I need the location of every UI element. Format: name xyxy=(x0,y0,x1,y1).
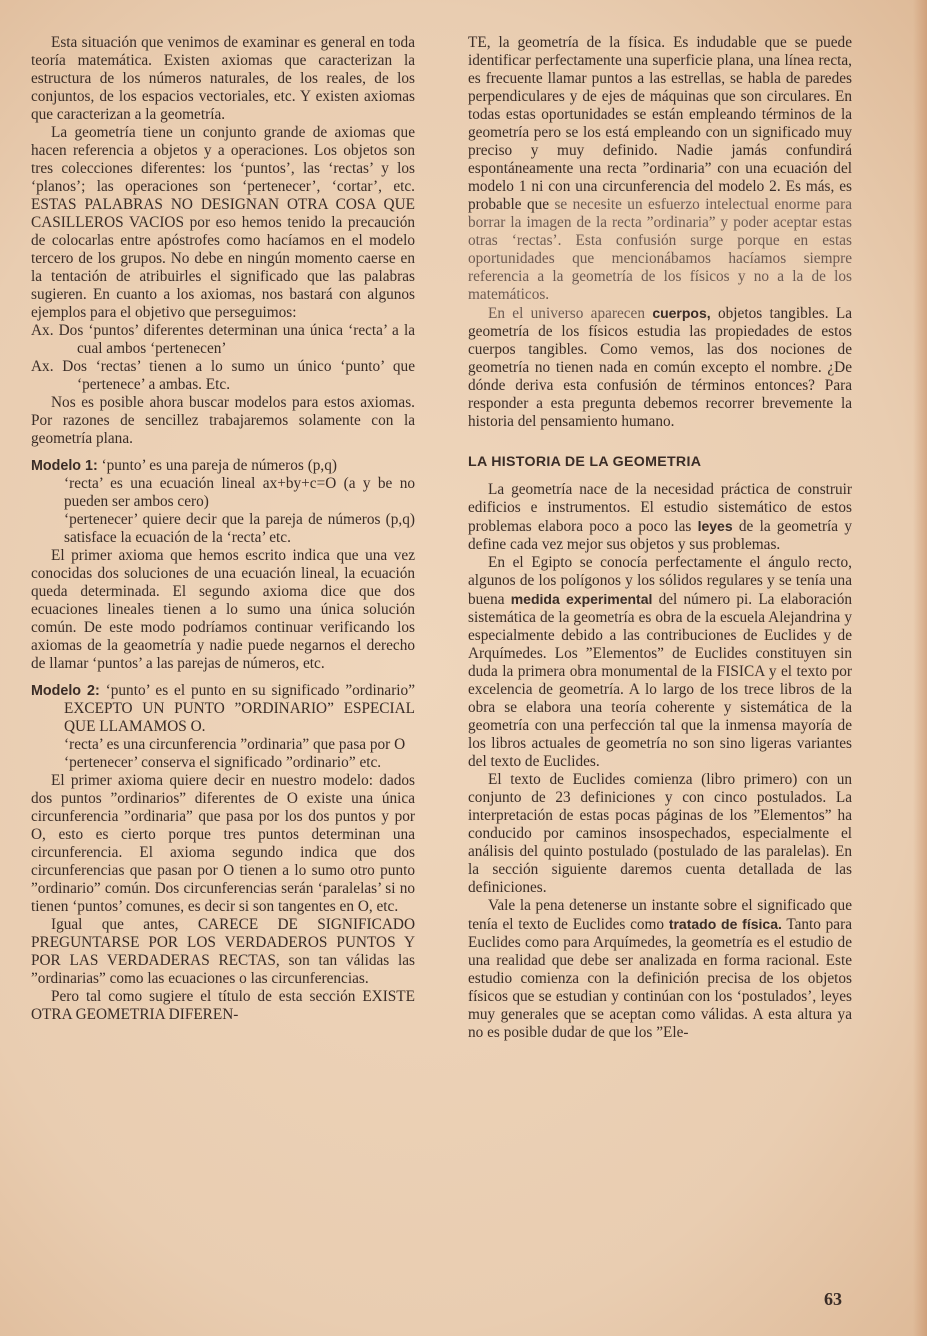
paragraph-text: La geometría nace de la necesidad práctica de construir edificios e instrumentos. El estudio sistemático de estos problemas elabora poco a poco las xyxy=(468,481,852,535)
bold-term: medida experimental xyxy=(510,591,653,607)
model-1-point: ‘punto’ es una pareja de números (p,q) xyxy=(97,457,338,474)
right-column xyxy=(468,34,852,1042)
paragraph: Esta situación que venimos de examinar es general en toda teoría matemática. Existen axiomas que caracterizan la estructura de los números naturales, de los reales, de los conjuntos, de los espacios vectoriales, etc. Y existen axiomas que caracterizan a la geometría. xyxy=(31,34,415,123)
paragraph: Pero tal como sugiere el título de esta sección EXISTE OTRA GEOMETRIA DIFEREN- xyxy=(31,988,415,1023)
paragraph: Igual que antes, CARECE DE SIGNIFICADO PREGUNTARSE POR LOS VERDADEROS PUNTOS Y POR LAS VERDADERAS RECTAS, son tan válidas las ”ordinarias” como las ecuaciones o las circunferencias. xyxy=(31,916,415,987)
paragraph-text: Tanto para Euclides como para Arquímedes, la geometría es el estudio de una realidad que debe ser analizada en forma racional. Este estudio comienza con la definición precisa de los objetos físicos que se estudian y continúan con los ‘postulados’, leyes muy generales que se aceptan como válidas. A esta altura ya no es posible dudar de que los ”Ele- xyxy=(468,916,852,1041)
paragraph xyxy=(468,481,852,554)
paragraph-text-faded: En el universo aparecen xyxy=(488,305,653,322)
page-edge-shadow xyxy=(913,0,927,1336)
left-column xyxy=(31,34,415,1024)
paragraph-text: objetos tangibles. La geometría de los físicos estudia las propiedades de estos cuerpos tangibles. Como vemos, las dos nociones de geometría no tienen nada en común excepto el nombre. ¿De dónde deriva esta confusión de términos entonces? Para responder a esta pregunta debemos recorrer brevemente la historia del pensamiento humano. xyxy=(468,305,852,430)
bold-term: leyes xyxy=(697,518,733,534)
paragraph xyxy=(468,34,852,304)
paragraph: La geometría tiene un conjunto grande de axiomas que hacen referencia a objetos y a operaciones. Los objetos son tres colecciones diferentes: los ‘puntos’, las ‘rectas’ y los ‘planos’; las operaciones son ‘pertenecer’, ‘cortar’, etc. ESTAS PALABRAS NO DESIGNAN OTRA COSA QUE CASILLEROS VACIOS por eso hemos tenido la precaución de colocarlas entre apóstrofes como hacíamos en el modelo tercero de los grupos. No debe en ningún momento caerse en la tentación de atribuirles el significado que las palabras sugieren. En cuanto a los axiomas, nos bastará con algunos ejemplos para el objetivo que perseguimos: xyxy=(31,124,415,321)
axiom-1: Ax. Dos ‘puntos’ diferentes determinan una única ‘recta’ a la cual ambos ‘pertenecen’ xyxy=(31,322,415,357)
paragraph: El primer axioma quiere decir en nuestro modelo: dados dos puntos ”ordinarios” diferentes de O existe una única circunferencia ”ordinaria” que pasa por los dos puntos y por O, esto es cierto porque tres puntos determinan una circunferencia. El axioma segundo indica que dos circunferencias que pasan por O tienen a lo sumo otro punto ”ordinario” común. Dos circunferencias serán ‘paralelas’ si no tienen ‘puntos’ comunes, es decir si son tangentes en O, etc. xyxy=(31,772,415,915)
paragraph-text: de la geometría y define cada vez mejor sus objetos y sus problemas. xyxy=(468,518,852,553)
paragraph xyxy=(468,554,852,771)
paragraph-text: del número pi. La elaboración sistemática de la geometría es obra de la escuela Alejandrina y especialmente debido a las contribuciones de Euclides y de Arquímedes. Los ”Elementos” de Euclides constituyen sin duda la primera obra monumental de la FISICA y el texto por excelencia de geometría. A lo largo de los trece libros de la obra se elabora una teoría coherente y sistemática de la geometría con una perfección tal que la inmensa mayoría de los libros actuales de geometría no son sino ligeras variantes del texto de Euclides. xyxy=(468,591,852,770)
bold-term: tratado de física. xyxy=(668,916,782,932)
model-1-line: ‘pertenecer’ quiere decir que la pareja de números (p,q) satisface la ecuación de la ‘recta’ etc. xyxy=(64,511,415,546)
model-2-line: ‘recta’ es una circunferencia ”ordinaria” que pasa por O xyxy=(64,736,406,753)
paragraph-text: En el Egipto se conocía perfectamente el ángulo recto, algunos de los polígonos y los sólidos regulares y se tenía una buena xyxy=(468,554,852,608)
paragraph-text: Vale la pena detenerse un instante sobre el significado que tenía el texto de Euclides como xyxy=(468,897,852,933)
model-1-label: Modelo 1: xyxy=(31,458,98,474)
section-heading: LA HISTORIA DE LA GEOMETRIA xyxy=(468,454,702,470)
paragraph: El primer axioma que hemos escrito indica que una vez conocidas dos soluciones de una ecuación lineal, la ecuación queda determinada. El segundo axioma dice que dos ecuaciones lineales tienen a lo sumo una única solución común. De este modo podríamos continuar verificando los axiomas de la geaometría y nadie puede negarnos el derecho de llamar ‘puntos’ a las parejas de números, etc. xyxy=(31,547,415,672)
paragraph: El texto de Euclides comienza (libro primero) con un conjunto de 23 definiciones y con cinco postulados. La interpretación de estas pocas páginas de los ”Elementos” ha conducido por caminos insospechados, especialmente el análisis del quinto postulado (postulado de las paralelas). En la sección siguiente daremos cuenta detallada de las definiciones. xyxy=(468,771,852,896)
page-number: 63 xyxy=(824,1289,842,1309)
model-2-point: ‘punto’ es el punto en su significado ”ordinario” EXCEPTO UN PUNTO ”ORDINARIO” ESPECIAL QUE LLAMAMOS O. xyxy=(64,682,416,735)
model-2 xyxy=(31,682,415,736)
bold-term: cuerpos, xyxy=(652,305,711,321)
axiom-2: Ax. Dos ‘rectas’ tienen a lo sumo un único ‘punto’ que ‘pertenece’ a ambas. Etc. xyxy=(31,358,415,393)
paragraph xyxy=(468,897,852,1042)
paragraph xyxy=(468,304,852,431)
paragraph-text-faded: se necesite un esfuerzo intelectual enorme para borrar la imagen de la recta ”ordinaria” y poder aceptar estas otras ‘rectas’. Esta confusión surge porque en estas oportunidades que mencionábamos hacíamos siempre referencia a la geometría de los físicos y no a la de los matemáticos. xyxy=(468,196,852,303)
paragraph: Nos es posible ahora buscar modelos para estos axiomas. Por razones de sencillez trabajaremos solamente con la geometría plana. xyxy=(31,394,415,447)
paragraph-text: TE, la geometría de la física. Es indudable que se puede identificar perfectamente una superficie plana, una línea recta, es frecuente llamar puntos a las estrellas, se habla de paredes perpendiculares y de ejes de máquinas que son circulares. En todas estas oportunidades se están empleando términos de la geometría pero se los está empleando con un significado muy preciso y muy definido. Nadie jamás confundirá espontáneamente una recta ”ordinaria” con una ecuación del modelo 1 ni con una circunferencia del modelo 2. Es más, es probable que xyxy=(468,34,852,213)
model-1 xyxy=(31,457,415,475)
model-2-line: ‘pertenecer’ conserva el significado ”ordinario” etc. xyxy=(64,754,382,771)
model-2-label: Modelo 2: xyxy=(31,683,100,699)
model-1-line: ‘recta’ es una ecuación lineal ax+by+c=O (a y be no pueden ser ambos cero) xyxy=(64,475,415,510)
